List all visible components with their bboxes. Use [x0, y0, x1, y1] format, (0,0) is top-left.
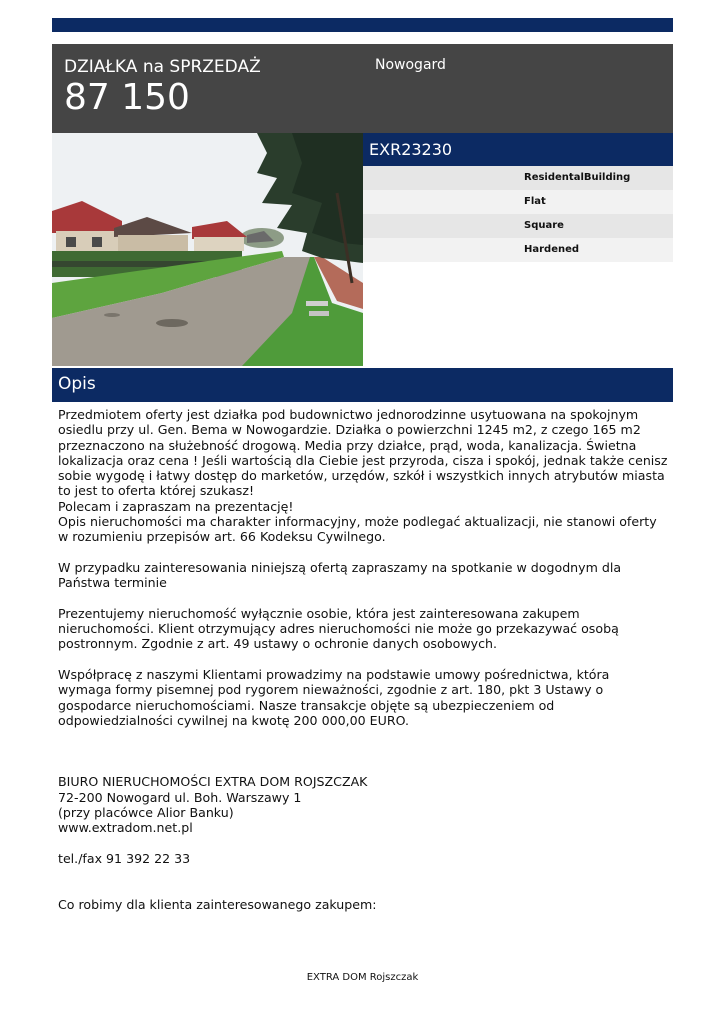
feature-label: Flat: [524, 196, 546, 207]
section-title: Opis: [58, 374, 96, 394]
listing-id: EXR23230: [369, 140, 453, 159]
property-photo: [52, 133, 363, 366]
feature-row: [363, 166, 673, 190]
page-footer: EXTRA DOM Rojszczak: [306, 972, 419, 983]
top-accent-bar: [52, 18, 673, 32]
listing-id-bar: [363, 133, 673, 166]
feature-label: Hardened: [524, 244, 580, 255]
agency-contact: BIURO NIERUCHOMOŚCI EXTRA DOM ROJSZCZAK 72-200 Nowogard ul. Boh. Warszawy 1 (przy placówce Alior Banku) www.extradom.net.pl: [58, 774, 368, 836]
description-section-header: [52, 368, 673, 402]
feature-label: Square: [524, 220, 564, 231]
feature-row: [363, 214, 673, 238]
offer-header: [52, 44, 673, 133]
description-body: [58, 407, 668, 912]
description-paragraph: Prezentujemy nieruchomość wyłącznie osobie, która jest zainteresowana zakupem nieruchomości. Klient otrzymujący adres nieruchomości nie może go przekazywać osobą postronnym. Zgodnie z art. 49 ustawy o ochronie danych osobowych.: [58, 605, 619, 652]
description-paragraph: Przedmiotem oferty jest działka pod budownictwo jednorodzinne usytuowana na spokojnym osiedlu przy ul. Gen. Bema w Nowogardzie. Działka o powierzchni 1245 m2, z czego 165 m2 przeznaczono na służebność drogową. Media przy działce, prąd, woda, kanalizacja. Świetna lokalizacja oraz cena ! Jeśli wartością dla Ciebie jest przyroda, cisza i spokój, jednak także cenisz sobie wygodę i łatwy dostęp do marketów, urzędów, szkół i wszystkich innych atrybutów miasta to jest to oferta której szukasz! Polecam i zapraszam na prezentację! Opis nieruchomości ma charakter informacyjny, może podlegać aktualizacji, nie stanowi oferty w rozumieniu przepisów art. 66 Kodeksu Cywilnego.: [58, 407, 668, 545]
feature-row: [363, 238, 673, 262]
description-paragraph: Współpracę z naszymi Klientami prowadzimy na podstawie umowy pośrednictwa, która wymaga formy pisemnej pod rygorem nieważności, zgodnie z art. 180, pkt 3 Ustawy o gospodarce nieruchomościami. Nasze transakcje objęte są ubezpieczeniem od odpowiedzialności cywilnej na kwotę 200 000,00 EURO.: [58, 667, 610, 728]
description-paragraph: W przypadku zainteresowania niniejszą ofertą zapraszamy na spotkanie w dogodnym dla Państwa terminie: [58, 559, 622, 591]
offer-city: Nowogard: [375, 57, 446, 73]
feature-row: [363, 190, 673, 214]
offer-price: 87 150: [64, 77, 190, 118]
description-paragraph: Co robimy dla klienta zainteresowanego zakupem:: [58, 896, 377, 912]
agency-phone: tel./fax 91 392 22 33: [58, 850, 191, 866]
offer-type: DZIAŁKA na SPRZEDAŻ: [64, 57, 261, 77]
feature-label: ResidentalBuilding: [524, 172, 631, 183]
